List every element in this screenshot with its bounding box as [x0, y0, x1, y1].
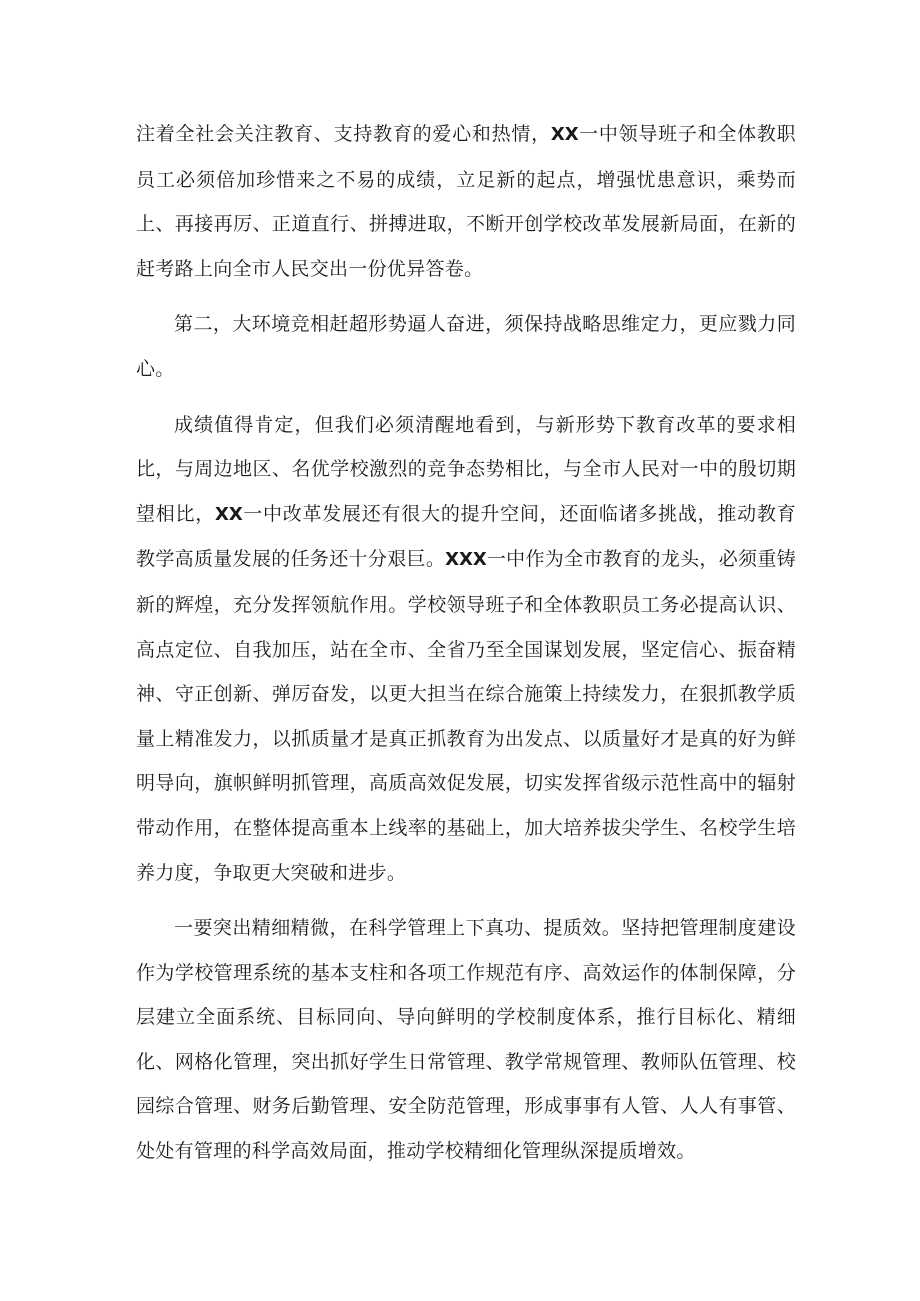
document-body [136, 112, 796, 1174]
paragraph-3-text-2: 一中改革发展还有很大的提升空间，还面临诸多挑战，推动教育教学高质量发展的任务还十分艰巨。 [136, 502, 796, 571]
paragraph-1 [136, 112, 796, 291]
placeholder-xx: XX [550, 124, 579, 145]
paragraph-3 [136, 403, 796, 896]
paragraph-3-text-3: 一中作为全市教育的龙头，必须重铸新的辉煌，充分发挥领航作用。学校领导班子和全体教职员工务必提高认识、高点定位、自我加压，站在全市、全省乃至全国谋划发展，坚定信心、振奋精神、守正创新、弹厉奋发，以更大担当在综合施策上持续发力，在狠抓教学质量上精准发力，以抓质量才是真正抓教育为出发点、以质量好才是真的好为鲜明导向，旗帜鲜明抓管理，高质高效促发展，切实发挥省级示范性高中的辐射带动作用，在整体提高重本上线率的基础上，加大培养拔尖学生、名校学生培养力度，争取更大突破和进步。 [136, 548, 796, 884]
paragraph-3-text-1: 成绩值得肯定，但我们必须清醒地看到，与新形势下教育改革的要求相比，与周边地区、名优学校激烈的竞争态势相比，与全市人民对一中的殷切期望相比， [136, 413, 796, 525]
paragraph-1-text-2: 一中领导班子和全体教职员工必须倍加珍惜来之不易的成绩，立足新的起点，增强忧患意识，乘势而上、再接再厉、正道直行、拼搏进取，不断开创学校改革发展新局面，在新的赶考路上向全市人民交出一份优异答卷。 [136, 123, 796, 280]
paragraph-4 [136, 906, 796, 1174]
placeholder-xx: XX [215, 503, 243, 525]
paragraph-2-heading [136, 302, 796, 391]
paragraph-1-text-1: 注着全社会关注教育、支持教育的爱心和热情， [136, 123, 551, 145]
paragraph-4-text: 一要突出精细精微，在科学管理上下真功、提质效。坚持把管理制度建设作为学校管理系统的基本支柱和各项工作规范有序、高效运作的体制保障，分层建立全面系统、目标同向、导向鲜明的学校制度体系，推行目标化、精细化、网格化管理，突出抓好学生日常管理、教学常规管理、教师队伍管理、校园综合管理、财务后勤管理、安全防范管理，形成事事有人管、人人有事管、处处有管理的科学高效局面，推动学校精细化管理纵深提质增效。 [136, 917, 796, 1163]
paragraph-2-text: 第二，大环境竞相赶超形势逼人奋进，须保持战略思维定力，更应戮力同心。 [136, 313, 796, 380]
placeholder-xxx: XXX [445, 549, 487, 571]
